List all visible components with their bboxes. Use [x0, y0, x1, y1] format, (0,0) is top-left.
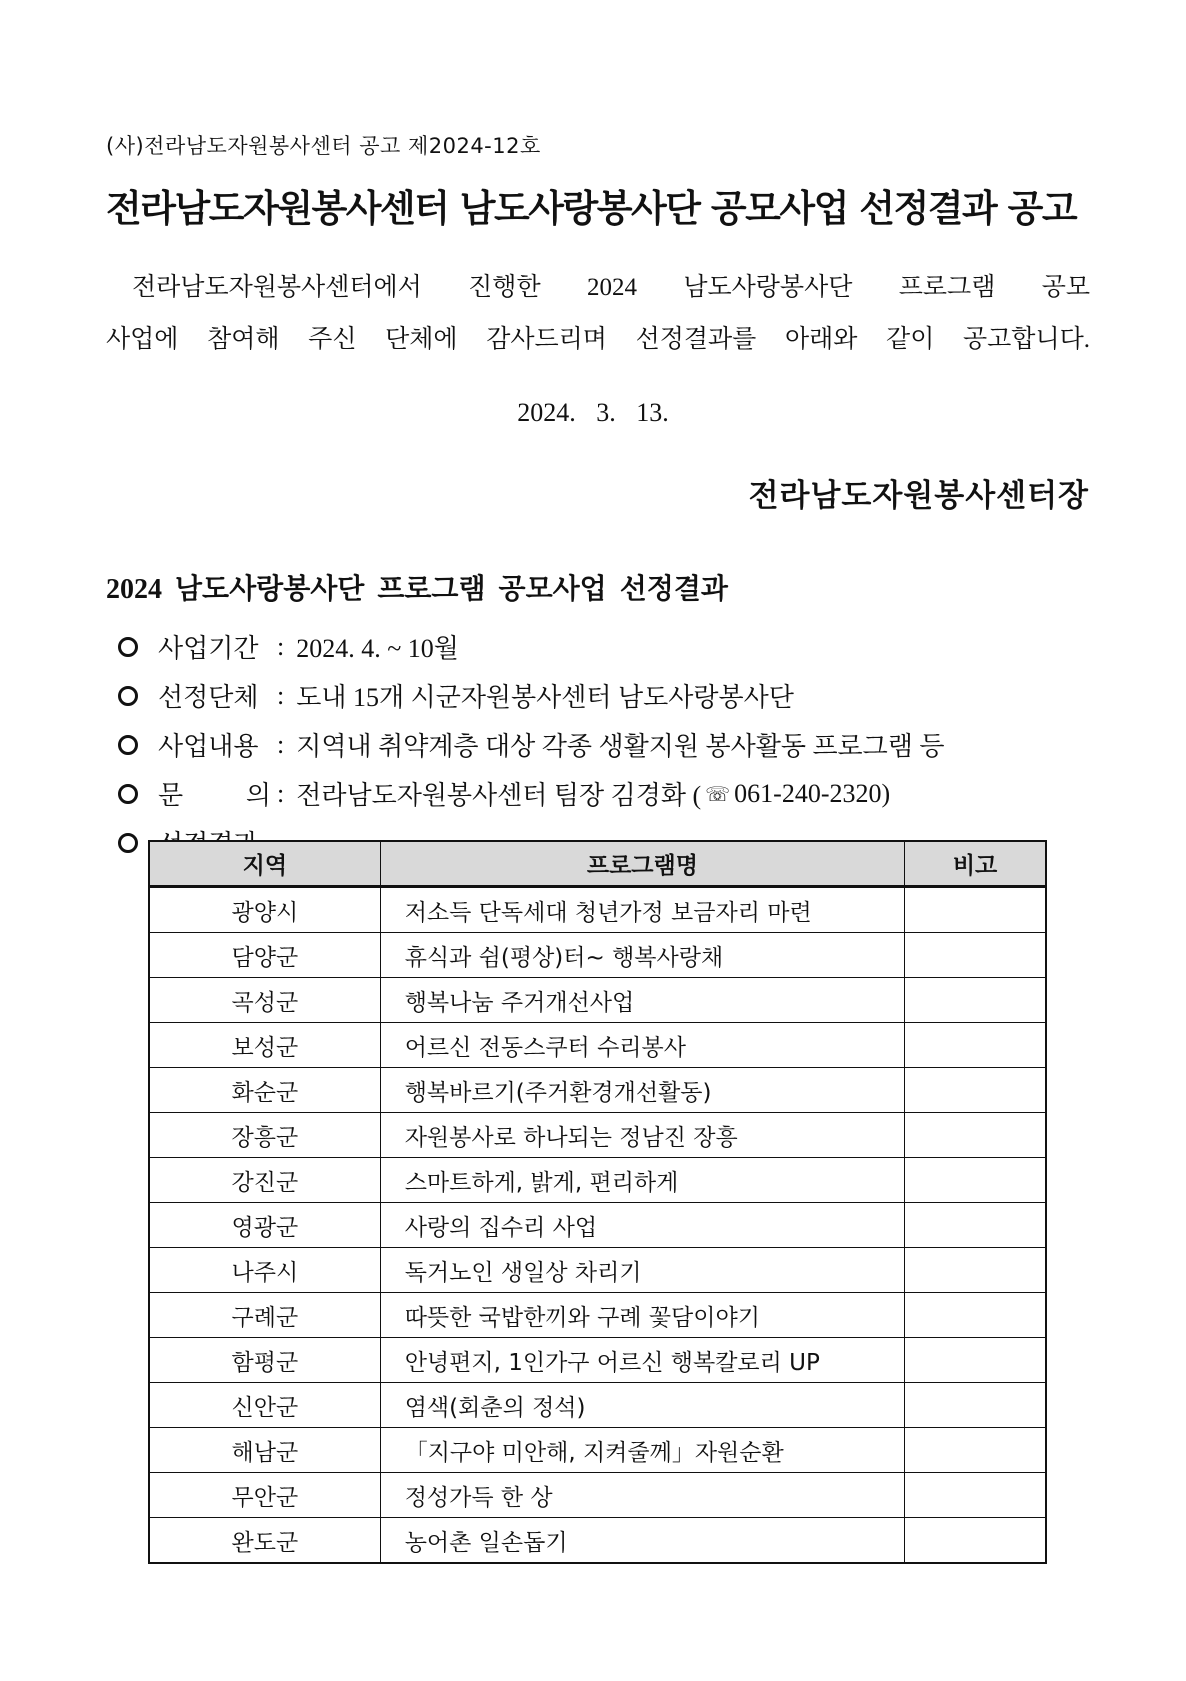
table-row	[149, 1383, 1046, 1428]
note-cell	[905, 978, 1046, 1023]
table-row	[149, 1293, 1046, 1338]
table-row	[149, 1428, 1046, 1473]
note-cell	[905, 1068, 1046, 1113]
program-cell: 저소득 단독세대 청년가정 보금자리 마련	[380, 887, 904, 933]
section-title: 2024 남도사랑봉사단 프로그램 공모사업 선정결과	[106, 574, 728, 605]
document-title: 전라남도자원봉사센터 남도사랑봉사단 공모사업 선정결과 공고	[106, 187, 1077, 230]
program-cell: 안녕편지, 1인가구 어르신 행복칼로리 UP	[380, 1338, 904, 1383]
region-cell: 담양군	[149, 933, 380, 978]
circle-bullet-icon	[118, 735, 138, 755]
info-item-contact	[118, 769, 945, 818]
region-cell: 신안군	[149, 1383, 380, 1428]
table-row	[149, 1338, 1046, 1383]
info-item-period	[118, 622, 945, 671]
info-label	[158, 775, 271, 812]
table-row	[149, 1248, 1046, 1293]
note-cell	[905, 1248, 1046, 1293]
info-list	[118, 622, 945, 867]
table-row	[149, 1023, 1046, 1068]
notice-number: (사)전라남도자원봉사센터 공고 제2024-12호	[106, 134, 541, 158]
info-value: 전라남도자원봉사센터 팀장 김경화 (	[296, 781, 702, 810]
note-cell	[905, 1203, 1046, 1248]
note-cell	[905, 1113, 1046, 1158]
column-header-region: 지역	[149, 841, 380, 887]
note-cell	[905, 1518, 1046, 1564]
circle-bullet-icon	[118, 784, 138, 804]
program-cell: 농어촌 일손돕기	[380, 1518, 904, 1564]
column-header-program: 프로그램명	[380, 841, 904, 887]
info-colon: :	[277, 729, 285, 759]
info-colon: :	[277, 680, 285, 710]
program-cell: 따뜻한 국밥한끼와 구례 꽃담이야기	[380, 1293, 904, 1338]
region-cell: 완도군	[149, 1518, 380, 1564]
info-value: 지역내 취약계층 대상 각종 생활지원 봉사활동 프로그램 등	[296, 732, 945, 761]
table-row	[149, 1068, 1046, 1113]
info-label: 선정단체	[158, 683, 259, 712]
table-row	[149, 887, 1046, 933]
note-cell	[905, 1293, 1046, 1338]
program-cell: 행복바르기(주거환경개선활동)	[380, 1068, 904, 1113]
region-cell: 영광군	[149, 1203, 380, 1248]
program-cell: 「지구야 미안해, 지켜줄께」자원순환	[380, 1428, 904, 1473]
region-cell: 구례군	[149, 1293, 380, 1338]
info-value: 2024. 4. ~ 10월	[296, 634, 459, 663]
note-cell	[905, 1158, 1046, 1203]
note-cell	[905, 1428, 1046, 1473]
region-cell: 나주시	[149, 1248, 380, 1293]
info-item-content	[118, 720, 945, 769]
program-cell: 독거노인 생일상 차리기	[380, 1248, 904, 1293]
notice-date: 2024. 3. 13.	[517, 398, 669, 427]
circle-bullet-icon	[118, 833, 138, 853]
region-cell: 무안군	[149, 1473, 380, 1518]
program-cell: 염색(회춘의 정석)	[380, 1383, 904, 1428]
intro-paragraph	[106, 262, 1090, 366]
table-header-row	[149, 841, 1046, 887]
note-cell	[905, 1338, 1046, 1383]
table-row	[149, 978, 1046, 1023]
region-cell: 강진군	[149, 1158, 380, 1203]
program-cell: 스마트하게, 밝게, 편리하게	[380, 1158, 904, 1203]
table-row	[149, 1473, 1046, 1518]
info-label: 사업내용	[158, 732, 259, 761]
region-cell: 화순군	[149, 1068, 380, 1113]
info-item-groups	[118, 671, 945, 720]
note-cell	[905, 1023, 1046, 1068]
circle-bullet-icon	[118, 637, 138, 657]
selection-results-table	[148, 840, 1047, 1564]
table-row	[149, 1158, 1046, 1203]
table-body	[149, 887, 1046, 1564]
table-row	[149, 1203, 1046, 1248]
region-cell: 해남군	[149, 1428, 380, 1473]
table-row	[149, 1518, 1046, 1564]
program-cell: 어르신 전동스쿠터 수리봉사	[380, 1023, 904, 1068]
region-cell: 광양시	[149, 887, 380, 933]
info-value: 도내 15개 시군자원봉사센터 남도사랑봉사단	[296, 683, 794, 712]
program-cell: 휴식과 쉼(평상)터~ 행복사랑채	[380, 933, 904, 978]
circle-bullet-icon	[118, 686, 138, 706]
program-cell: 정성가득 한 상	[380, 1473, 904, 1518]
telephone-icon: ☏	[705, 781, 731, 806]
note-cell	[905, 1383, 1046, 1428]
info-label-part: 문	[158, 781, 184, 810]
info-colon: :	[277, 631, 285, 661]
info-label: 사업기간	[158, 634, 259, 663]
intro-line-2: 사업에 참여해 주신 단체에 감사드리며 선정결과를 아래와 같이 공고합니다.	[106, 326, 1090, 353]
note-cell	[905, 887, 1046, 933]
note-cell	[905, 1473, 1046, 1518]
region-cell: 곡성군	[149, 978, 380, 1023]
note-cell	[905, 933, 1046, 978]
table-row	[149, 933, 1046, 978]
program-cell: 행복나눔 주거개선사업	[380, 978, 904, 1023]
table-row	[149, 1113, 1046, 1158]
intro-line-1: 전라남도자원봉사센터에서 진행한 2024 남도사랑봉사단 프로그램 공모	[132, 274, 1090, 301]
phone-number: 061-240-2320)	[734, 778, 891, 808]
signer: 전라남도자원봉사센터장	[748, 478, 1089, 513]
info-label-part: 의	[245, 781, 271, 810]
region-cell: 장흥군	[149, 1113, 380, 1158]
program-cell: 자원봉사로 하나되는 정남진 장흥	[380, 1113, 904, 1158]
info-colon: :	[277, 778, 285, 808]
column-header-note: 비고	[905, 841, 1046, 887]
region-cell: 함평군	[149, 1338, 380, 1383]
region-cell: 보성군	[149, 1023, 380, 1068]
program-cell: 사랑의 집수리 사업	[380, 1203, 904, 1248]
